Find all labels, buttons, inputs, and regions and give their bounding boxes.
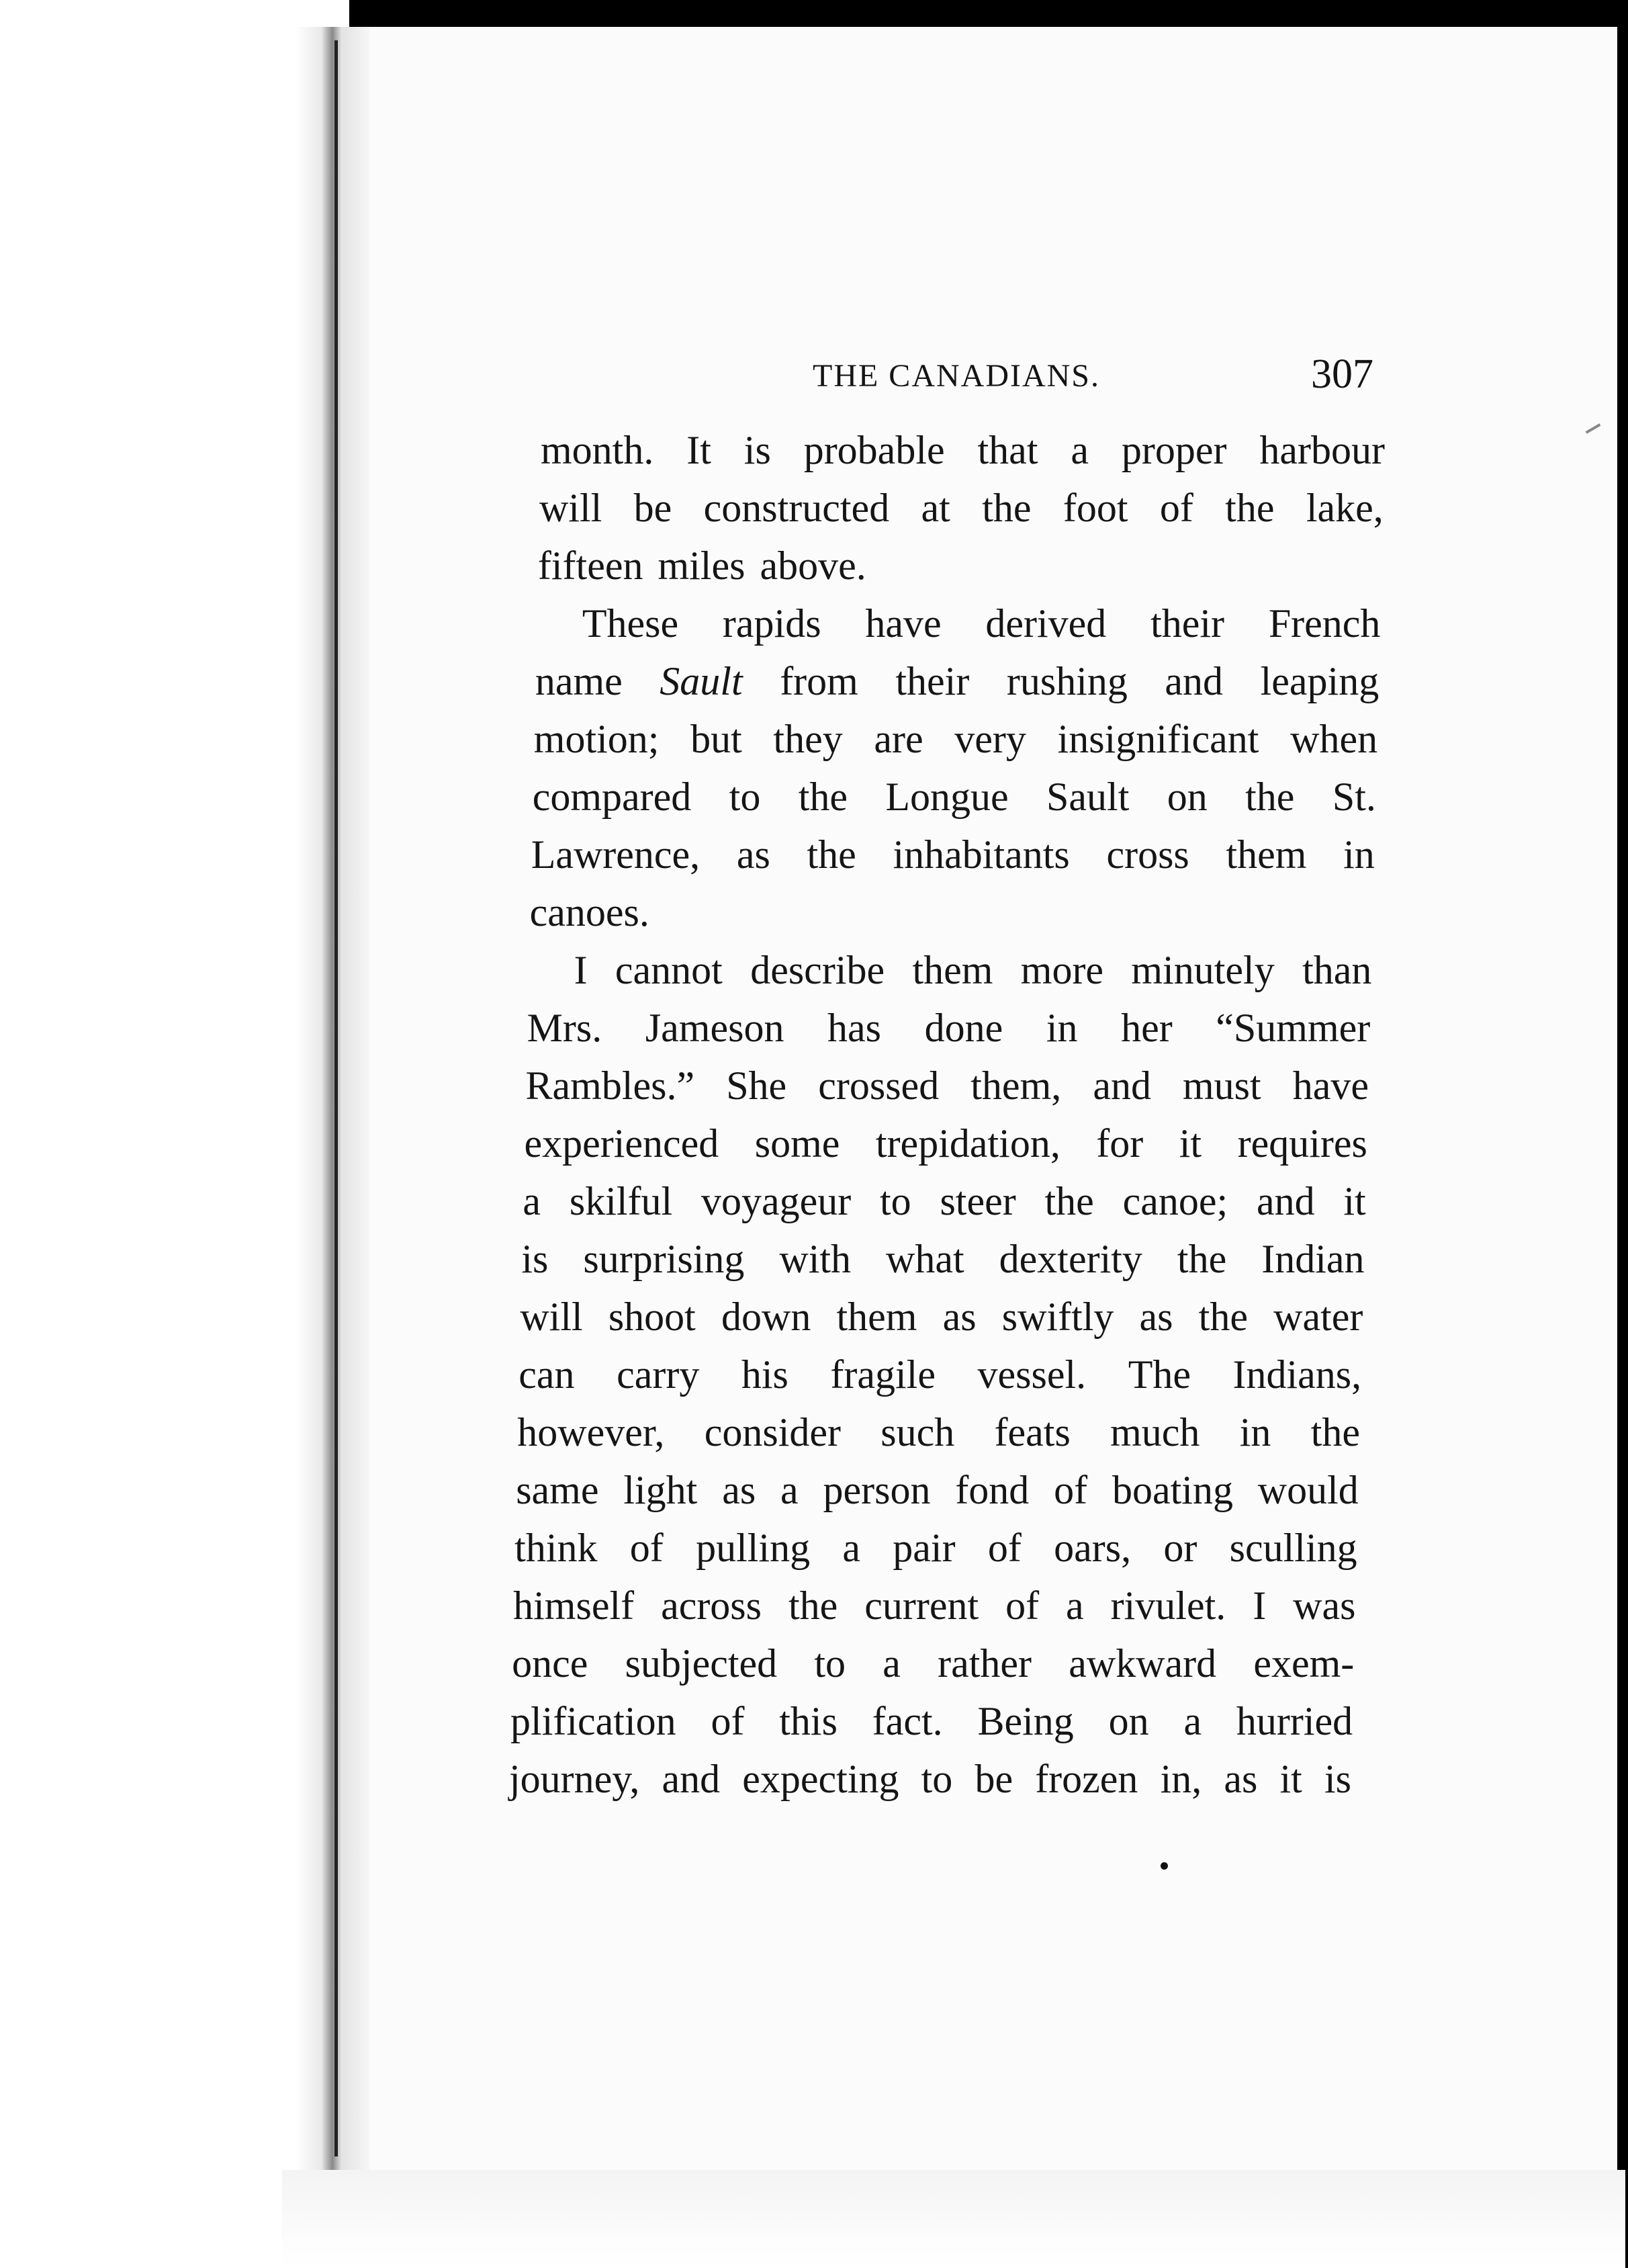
word: inhabitants xyxy=(893,832,1070,877)
word: their xyxy=(1150,601,1225,646)
word: more xyxy=(1020,948,1104,992)
body-line xyxy=(509,1759,1351,1799)
word: skilful xyxy=(569,1179,673,1223)
word: requires xyxy=(1237,1121,1367,1166)
word: the xyxy=(788,1583,838,1628)
word: in xyxy=(1343,832,1375,877)
word: be xyxy=(975,1757,1013,1801)
word: rivulet. xyxy=(1110,1583,1226,1628)
word: trepidation, xyxy=(875,1121,1060,1166)
word: canoes. xyxy=(529,890,649,934)
body-line xyxy=(521,1239,1364,1279)
word: will xyxy=(539,486,602,530)
word: “Summer xyxy=(1216,1006,1371,1050)
word: can xyxy=(518,1352,575,1397)
word: Being xyxy=(977,1699,1074,1743)
word: rapids xyxy=(722,601,821,646)
word: a xyxy=(842,1526,860,1570)
word: of xyxy=(629,1526,664,1570)
word: voyageur xyxy=(700,1179,852,1223)
word: St. xyxy=(1332,775,1376,819)
word: compared xyxy=(532,775,692,819)
body-line xyxy=(530,892,1373,932)
word: his xyxy=(741,1352,788,1397)
word: the xyxy=(1225,486,1275,530)
page-number: 307 xyxy=(1311,351,1373,397)
left-page xyxy=(0,27,329,2177)
word: it xyxy=(1279,1757,1302,1801)
word: canoe; xyxy=(1122,1179,1228,1223)
word: such xyxy=(880,1410,955,1454)
word: when xyxy=(1290,717,1378,761)
body-line xyxy=(541,430,1385,470)
gutter-fold-line xyxy=(334,40,338,2156)
word: as xyxy=(1224,1757,1258,1801)
word: be xyxy=(633,486,672,530)
body-line xyxy=(574,950,1372,990)
word: in xyxy=(1046,1006,1078,1050)
word: to xyxy=(729,775,761,819)
word: a xyxy=(883,1641,901,1686)
word: fifteen xyxy=(537,543,643,588)
body-line xyxy=(535,661,1379,701)
word: a xyxy=(1071,428,1089,472)
word: some xyxy=(754,1121,840,1166)
word: Rambles.” xyxy=(525,1063,695,1108)
word: the xyxy=(982,486,1032,530)
word: on xyxy=(1167,775,1208,819)
word: same xyxy=(516,1468,599,1512)
word: exem- xyxy=(1253,1641,1355,1686)
word: them, xyxy=(970,1063,1062,1108)
word: the xyxy=(1177,1237,1227,1281)
word: journey, xyxy=(509,1757,640,1801)
body-line xyxy=(582,603,1381,644)
word: month. xyxy=(541,428,654,472)
book-gutter xyxy=(296,27,369,2190)
word: done xyxy=(924,1006,1003,1050)
body-line xyxy=(523,1181,1365,1221)
word: probable xyxy=(803,428,945,472)
word: was xyxy=(1293,1583,1356,1628)
page-bottom-shadow xyxy=(282,2170,1625,2268)
word: Sault xyxy=(660,659,743,703)
word: is xyxy=(743,428,771,472)
word: of xyxy=(1054,1468,1088,1512)
word: of xyxy=(1159,486,1193,530)
word: and xyxy=(662,1757,721,1801)
body-line xyxy=(520,1297,1363,1337)
word: than xyxy=(1302,948,1372,992)
word: The xyxy=(1128,1352,1191,1397)
word: foot xyxy=(1062,486,1128,530)
word: her xyxy=(1121,1006,1173,1050)
running-head: THE CANADIANS. xyxy=(813,358,1100,394)
scanner-right-edge xyxy=(1616,0,1628,2268)
body-line xyxy=(534,719,1377,759)
word: rushing xyxy=(1006,659,1128,703)
word: they xyxy=(773,717,843,761)
word: their xyxy=(895,659,970,703)
word: feats xyxy=(994,1410,1071,1454)
word: the xyxy=(807,832,856,877)
word: carry xyxy=(617,1352,700,1397)
word: It xyxy=(686,428,711,472)
word: derived xyxy=(985,601,1107,646)
word: Indian xyxy=(1261,1237,1365,1281)
body-line xyxy=(516,1470,1359,1510)
word: name xyxy=(535,659,623,703)
body-line xyxy=(537,543,1382,588)
word: them xyxy=(1226,832,1307,877)
word: them xyxy=(912,948,993,992)
word: proper xyxy=(1121,428,1227,472)
word: has xyxy=(827,1006,882,1050)
word: and xyxy=(1093,1063,1151,1108)
word: or xyxy=(1163,1526,1197,1570)
word: fragile xyxy=(830,1352,936,1397)
word: with xyxy=(779,1237,852,1281)
body-line xyxy=(510,1701,1353,1741)
word: surprising xyxy=(583,1237,745,1281)
word: himself xyxy=(513,1583,635,1628)
word: to xyxy=(814,1641,846,1686)
word: as xyxy=(1139,1295,1173,1339)
word: These xyxy=(582,601,679,646)
word: this xyxy=(779,1699,838,1743)
word: frozen xyxy=(1035,1757,1138,1801)
word: the xyxy=(1198,1295,1248,1339)
word: Sault xyxy=(1046,775,1130,819)
word: them xyxy=(836,1295,917,1339)
word: motion; xyxy=(533,717,660,761)
word: dexterity xyxy=(999,1237,1142,1281)
word: is xyxy=(1324,1757,1351,1801)
word: however, xyxy=(517,1410,665,1454)
word: insignificant xyxy=(1057,717,1259,761)
word: the xyxy=(1044,1179,1094,1223)
word: cannot xyxy=(615,948,723,992)
word: of xyxy=(1005,1583,1040,1628)
word: have xyxy=(1292,1063,1369,1108)
word: from xyxy=(780,659,858,703)
word: it xyxy=(1179,1121,1202,1166)
word: steer xyxy=(940,1179,1016,1223)
word: Lawrence, xyxy=(531,832,700,877)
word: rather xyxy=(938,1641,1032,1686)
word: think xyxy=(514,1526,598,1570)
word: of xyxy=(987,1526,1022,1570)
word: person xyxy=(823,1468,931,1512)
word: describe xyxy=(750,948,885,992)
word: the xyxy=(1310,1410,1361,1454)
word: pair xyxy=(893,1526,956,1570)
word: as xyxy=(722,1468,756,1512)
word: have xyxy=(865,601,942,646)
word: would xyxy=(1257,1468,1359,1512)
body-line xyxy=(512,1643,1354,1684)
word: in xyxy=(1239,1410,1271,1454)
word: minutely xyxy=(1131,948,1275,992)
word: consider xyxy=(704,1410,841,1454)
word: fact. xyxy=(872,1699,943,1743)
word: is xyxy=(521,1237,549,1281)
word: Mrs. xyxy=(527,1006,602,1050)
body-line xyxy=(533,777,1376,817)
word: as xyxy=(736,832,770,877)
word: a xyxy=(1183,1699,1202,1743)
word: the xyxy=(798,775,848,819)
word: Indians, xyxy=(1232,1352,1362,1397)
word: a xyxy=(780,1468,799,1512)
word: Jameson xyxy=(645,1006,784,1050)
word: are xyxy=(874,717,923,761)
word: very xyxy=(954,717,1026,761)
word: water xyxy=(1273,1295,1363,1339)
word: that xyxy=(977,428,1038,472)
word: once xyxy=(512,1641,588,1686)
body-line xyxy=(539,488,1384,528)
body-line xyxy=(518,1354,1361,1395)
word: Longue xyxy=(885,775,1009,819)
word: and xyxy=(1256,1179,1315,1223)
word: and xyxy=(1165,659,1224,703)
body-line xyxy=(524,1123,1367,1164)
word: lake, xyxy=(1306,486,1384,530)
word: in, xyxy=(1160,1757,1202,1801)
word: shoot xyxy=(608,1295,696,1339)
body-line xyxy=(514,1528,1357,1568)
word: sculling xyxy=(1229,1526,1357,1570)
word: experienced xyxy=(524,1121,719,1166)
word: a xyxy=(523,1179,541,1223)
word: pulling xyxy=(696,1526,811,1570)
word: light xyxy=(623,1468,698,1512)
word: but xyxy=(690,717,742,761)
word: down xyxy=(721,1295,811,1339)
word: I xyxy=(1253,1583,1267,1628)
word: above. xyxy=(760,543,866,588)
body-line xyxy=(526,1065,1369,1106)
word: a xyxy=(1066,1583,1084,1628)
word: oars, xyxy=(1054,1526,1132,1570)
body-line xyxy=(531,834,1375,875)
word: expecting xyxy=(742,1757,899,1801)
word: leaping xyxy=(1260,659,1380,703)
word: as xyxy=(942,1295,977,1339)
word: fond xyxy=(955,1468,1030,1512)
word: what xyxy=(886,1237,964,1281)
word: swiftly xyxy=(1001,1295,1114,1339)
word: for xyxy=(1096,1121,1144,1166)
word: French xyxy=(1268,601,1381,646)
word: miles xyxy=(658,543,745,588)
word: across xyxy=(661,1583,762,1628)
word: will xyxy=(520,1295,583,1339)
body-line xyxy=(527,1008,1371,1048)
word: plification xyxy=(510,1699,676,1743)
word: crossed xyxy=(818,1063,940,1108)
word: the xyxy=(1245,775,1295,819)
word: to xyxy=(921,1757,953,1801)
word: of xyxy=(711,1699,745,1743)
word: vessel. xyxy=(977,1352,1087,1397)
left-page-text xyxy=(0,27,214,2177)
word: boating xyxy=(1112,1468,1233,1512)
word: current xyxy=(864,1583,979,1628)
ink-dot xyxy=(1161,1862,1168,1870)
word: She xyxy=(726,1063,787,1108)
word: much xyxy=(1110,1410,1200,1454)
word: must xyxy=(1183,1063,1261,1108)
word: harbour xyxy=(1259,428,1385,472)
word: constructed xyxy=(703,486,890,530)
word: hurried xyxy=(1236,1699,1353,1743)
word: subjected xyxy=(625,1641,778,1686)
word: I xyxy=(574,948,588,992)
body-line xyxy=(517,1412,1360,1452)
word: on xyxy=(1108,1699,1149,1743)
word: awkward xyxy=(1069,1641,1217,1686)
word: cross xyxy=(1106,832,1189,877)
word: it xyxy=(1343,1179,1366,1223)
body-line xyxy=(513,1585,1355,1626)
word: at xyxy=(921,486,950,530)
word: to xyxy=(880,1179,911,1223)
